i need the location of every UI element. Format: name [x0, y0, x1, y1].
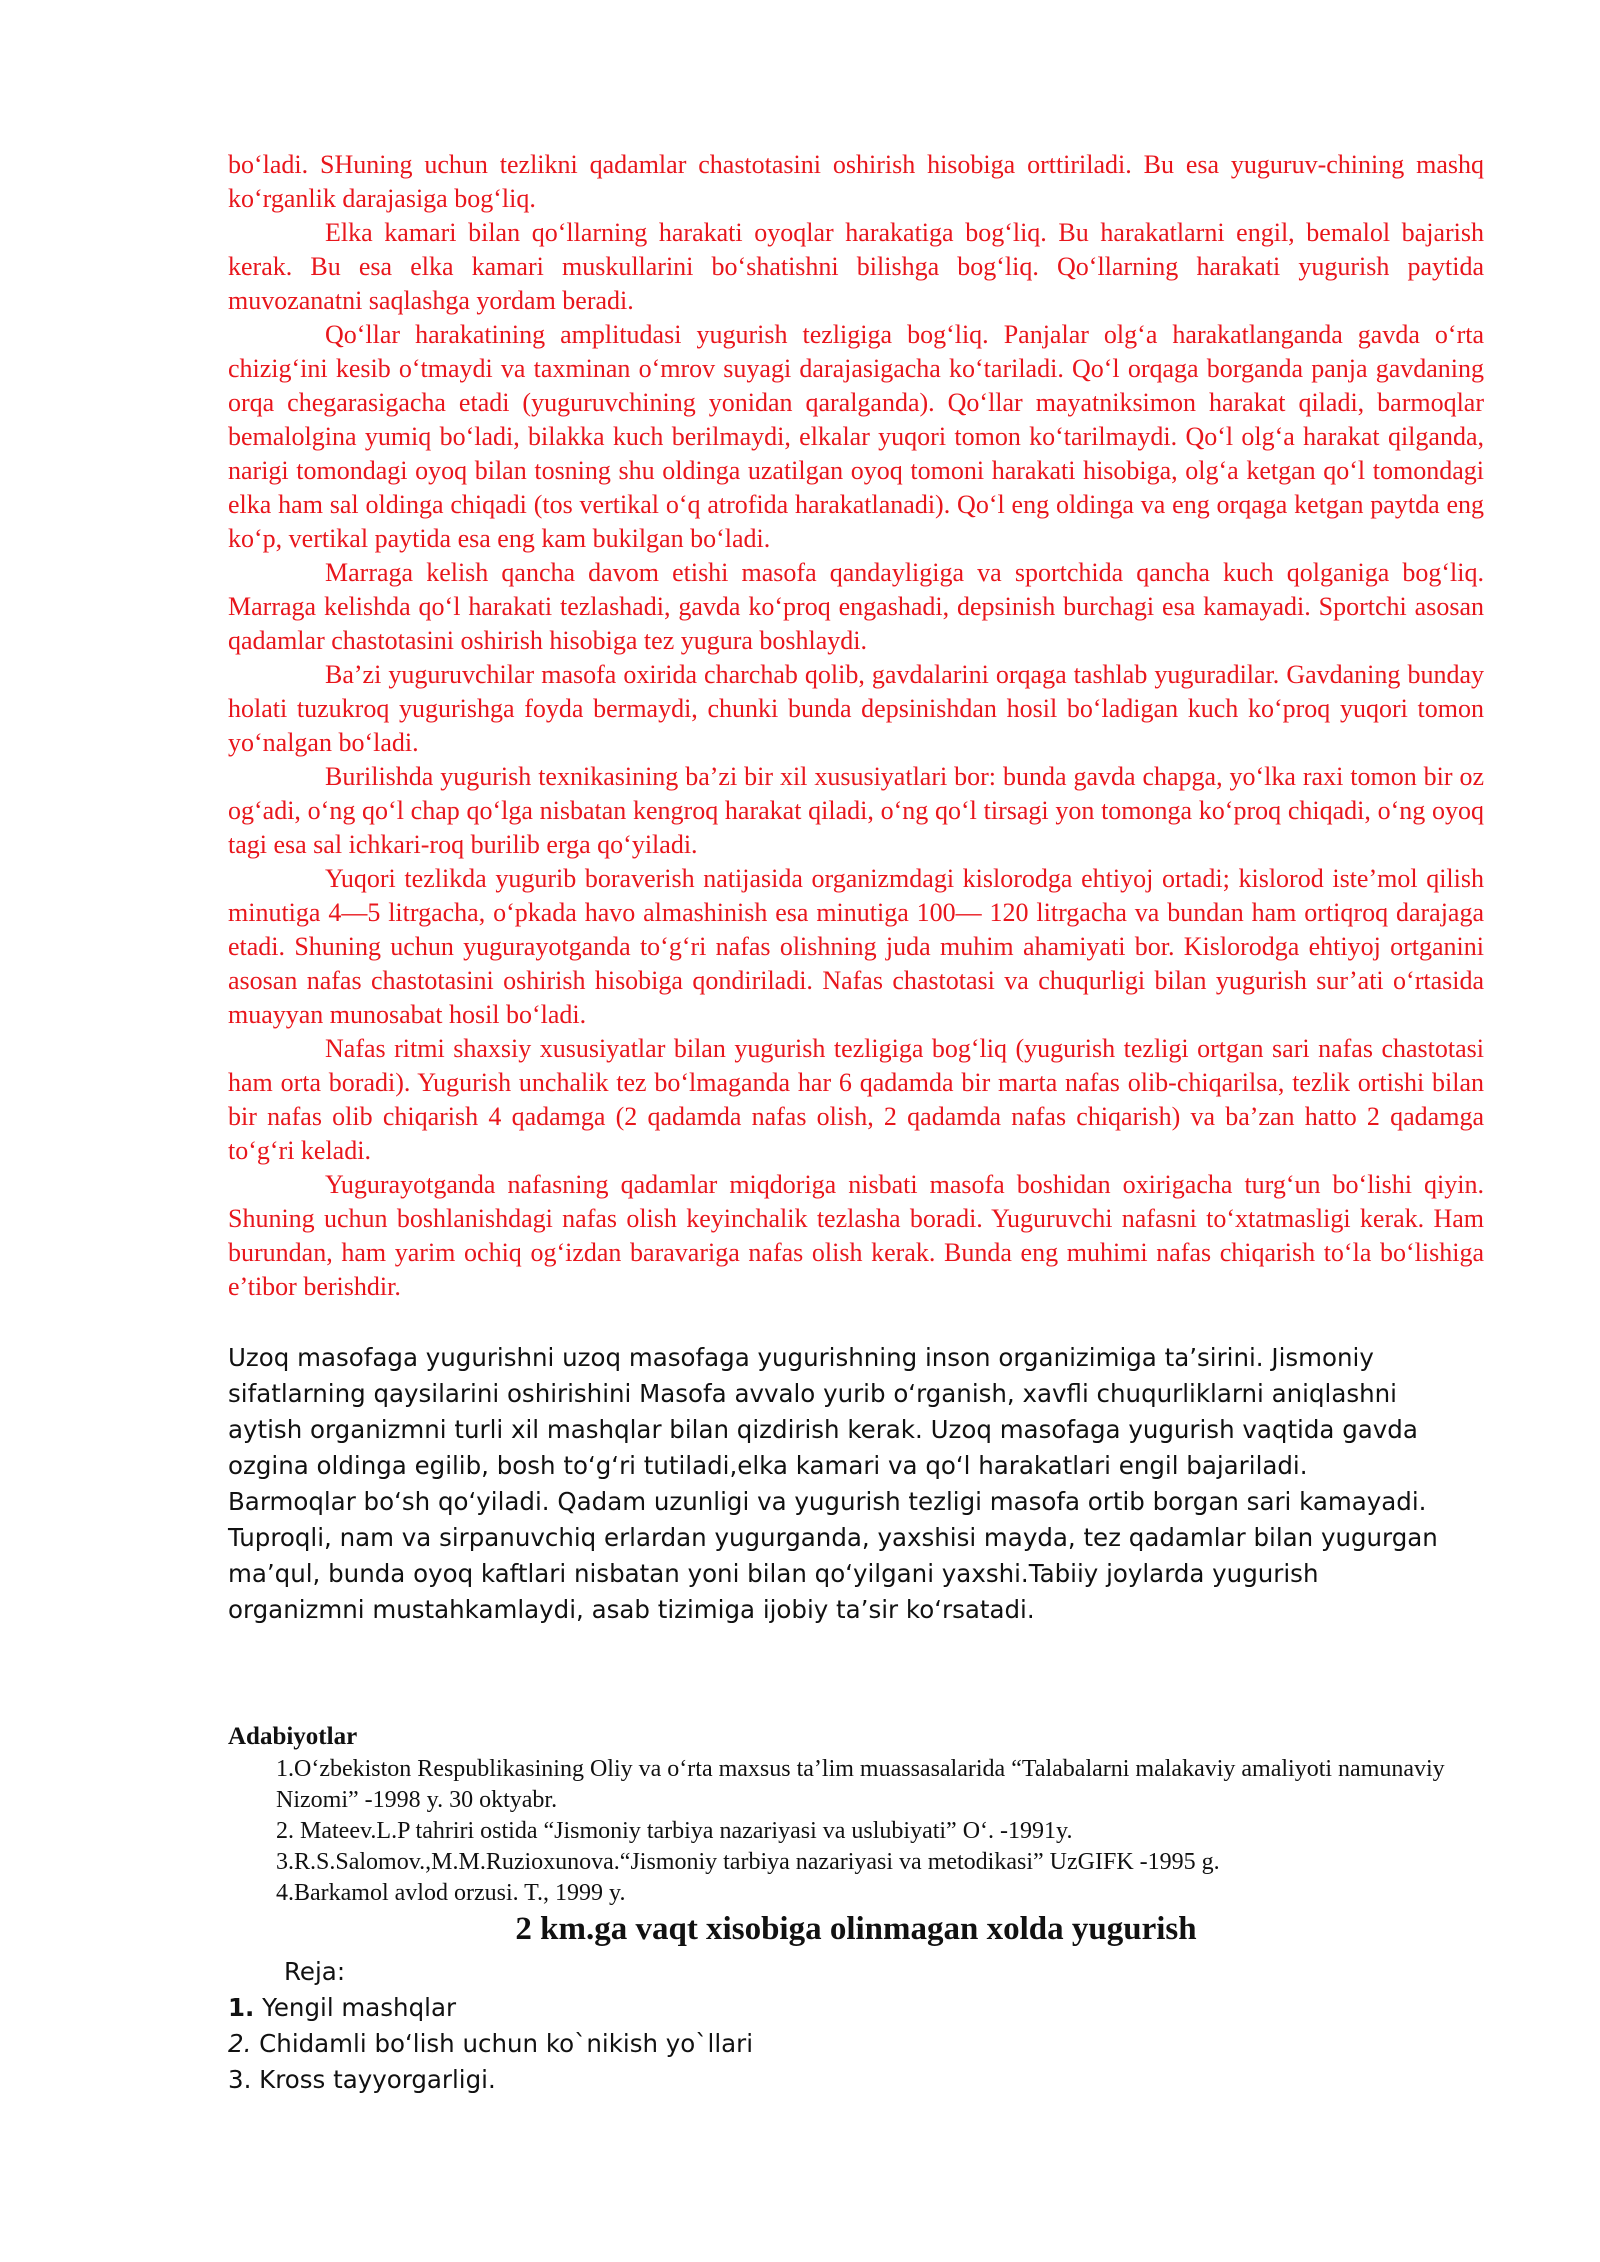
plan-item-number: 3.	[228, 2065, 252, 2094]
paragraph: bo‘ladi. SHuning uchun tezlikni qadamlar chastotasini oshirish hisobiga orttiriladi. Bu esa yuguruv-chining mashq ko‘rganlik darajasiga bog‘liq.	[228, 150, 1484, 213]
text-line: sifatlarning qaysilarini oshirishini Masofa avvalo yurib o‘rganish, xavfli chuqurliklarni aniqlashni	[228, 1379, 1397, 1408]
paragraph: Yuqori tezlikda yugurib boraverish natijasida organizmdagi kislorodga ehtiyoj ortadi; kislorod iste’mol qilish minutiga 4—5 litrgacha, o‘pkada havo almashinish esa minutiga 100— 120 litrgacha va bundan ham ortiqroq darajaga etadi. Shuning uchun yugurayotganda to‘g‘ri nafas olishning juda muhim ahamiyati bor. Kislorodga ehtiyoj ortganini asosan nafas chastotasini oshirish hisobiga qondiriladi. Nafas chastotasi va chuqurligi bilan yugurish sur’ati o‘rtasida muayyan munosabat hosil bo‘ladi.	[228, 864, 1484, 1029]
paragraph: Burilishda yugurish texnikasining ba’zi bir xil xususiyatlari bor: bunda gavda chapga, yo‘lka raxi tomon bir oz og‘adi, o‘ng qo‘l chap qo‘lga nisbatan kengroq harakat qiladi, o‘ng qo‘l tirsagi yon tomonga ko‘proq chiqadi, o‘ng oyoq tagi esa sal ichkari-roq burilib erga qo‘yiladi.	[228, 762, 1484, 859]
paragraph: Nafas ritmi shaxsiy xususiyatlar bilan yugurish tezligiga bog‘liq (yugurish tezligi ortgan sari nafas chastotasi ham orta boradi). Yugurish unchalik tez bo‘lmaganda har 6 qadamda bir marta nafas olib-chiqarilsa, tezlik ortishi bilan bir nafas olib chiqarish 4 qadamga (2 qadamda nafas olish, 2 qadamda nafas chiqarish) va ba’zan hatto 2 qadamga to‘g‘ri keladi.	[228, 1034, 1484, 1165]
plan-section	[228, 1954, 1484, 2098]
paragraph: Marraga kelish qancha davom etishi masofa qandayligiga va sportchida qancha kuch qolganiga bog‘liq. Marraga kelishda qo‘l harakati tezlashadi, gavda ko‘proq engashadi, depsinish burchagi esa kamayadi. Sportchi asosan qadamlar chastotasini oshirish hisobiga tez yugura boshlaydi.	[228, 558, 1484, 655]
plan-label: Reja:	[284, 1957, 346, 1986]
section-title: 2 km.ga vaqt xisobiga olinmagan xolda yugurish	[515, 1911, 1197, 1947]
reference-item: 3.R.S.Salomov.,M.M.Ruzioxunova.“Jismoniy tarbiya nazariyasi va metodikasi” UzGIFK -1995 g.	[276, 1849, 1220, 1875]
text-line: ozgina oldinga egilib, bosh to‘g‘ri tutiladi,elka kamari va qo‘l harakatlari engil bajariladi.	[228, 1451, 1308, 1480]
paragraph: Ba’zi yuguruvchilar masofa oxirida charchab qolib, gavdalarini orqaga tashlab yuguradilar. Gavdaning bunday holati tuzukroq yugurishga foyda bermaydi, chunki bunda depsinishdan hosil bo‘ladigan kuch ko‘proq yuqori tomon yo‘nalgan bo‘ladi.	[228, 660, 1484, 757]
plan-item-text: Chidamli bo‘lish uchun ko`nikish yo`llari	[251, 2029, 754, 2058]
text-line: ma’qul, bunda oyoq kaftlari nisbatan yoni bilan qo‘yilgani yaxshi.Tabiiy joylarda yugurish	[228, 1559, 1319, 1588]
reference-item: 2. Mateev.L.P tahriri ostida “Jismoniy tarbiya nazariyasi va uslubiyati” O‘. -1991y.	[276, 1818, 1073, 1844]
paragraph: Qo‘llar harakatining amplitudasi yugurish tezligiga bog‘liq. Panjalar olg‘a harakatlanganda gavda o‘rta chizig‘ini kesib o‘tmaydi va taxminan o‘mrov suyagi darajasigacha ko‘tariladi. Qo‘l orqaga borganda panja gavdaning orqa chegarasigacha etadi (yuguruvchining yonidan qaralganda). Qo‘llar mayatniksimon harakat qiladi, barmoqlar bemalolgina yumiq bo‘ladi, bilakka kuch berilmaydi, elkalar yuqori tomon ko‘tarilmaydi. Qo‘l olg‘a harakat qilganda, narigi tomondagi oyoq bilan tosning shu oldinga uzatilgan oyoq tomoni harakati hisobiga, olg‘a ketgan qo‘l tomondagi elka ham sal oldinga chiqadi (tos vertikal o‘q atrofida harakatlanadi). Qo‘l eng oldinga va eng orqaga ketgan paytda eng ko‘p, vertikal paytida esa eng kam bukilgan bo‘ladi.	[228, 320, 1484, 553]
references-heading: Adabiyotlar	[228, 1723, 358, 1750]
text-line: aytish organizmni turli xil mashqlar bilan qizdirish kerak. Uzoq masofaga yugurish vaqtida gavda	[228, 1415, 1418, 1444]
references-section	[228, 1720, 1488, 1909]
text-line: Barmoqlar bo‘sh qo‘yiladi. Qadam uzunligi va yugurish tezligi masofa ortib borgan sari kamayadi.	[228, 1487, 1427, 1516]
long-distance-paragraph	[228, 1340, 1488, 1628]
red-text-section	[228, 148, 1484, 1304]
plan-item-number: 1.	[228, 1993, 255, 2022]
plan-item	[228, 1990, 1484, 2026]
text-line: Uzoq masofaga yugurishni uzoq masofaga yugurishning inson organizimiga ta’sirini. Jismoniy	[228, 1343, 1374, 1372]
reference-item: 1.O‘zbekiston Respublikasining Oliy va o‘rta maxsus ta’lim muassasalarida “Talabalarni malakaviy amaliyoti namunaviy Nizomi” -1998 y. 30 oktyabr.	[276, 1756, 1445, 1813]
plan-item	[228, 2026, 1484, 2062]
reference-item: 4.Barkamol avlod orzusi. T., 1999 y.	[276, 1880, 626, 1906]
text-line: Tuproqli, nam va sirpanuvchiq erlardan yugurganda, yaxshisi mayda, tez qadamlar bilan yugurgan	[228, 1523, 1438, 1552]
paragraph: Yugurayotganda nafasning qadamlar miqdoriga nisbati masofa boshidan oxirigacha turg‘un bo‘lishi qiyin. Shuning uchun boshlanishdagi nafas olish keyinchalik tezlasha boradi. Yuguruvchi nafasni to‘xtatmasligi kerak. Ham burundan, ham yarim ochiq og‘izdan baravariga nafas olish kerak. Bunda eng muhimi nafas chiqarish to‘la bo‘lishiga e’tibor berishdir.	[228, 1170, 1484, 1301]
plan-list	[228, 1990, 1484, 2098]
plan-item-number: 2.	[228, 2029, 252, 2058]
plan-item-text: Kross tayyorgarligi.	[251, 2065, 496, 2094]
plan-item-text: Yengil mashqlar	[254, 1993, 457, 2022]
text-line: organizmni mustahkamlaydi, asab tizimiga ijobiy ta’sir ko‘rsatadi.	[228, 1595, 1035, 1624]
references-list	[228, 1754, 1488, 1909]
plan-item	[228, 2062, 1484, 2098]
paragraph: Elka kamari bilan qo‘llarning harakati oyoqlar harakatiga bog‘liq. Bu harakatlarni engil, bemalol bajarish kerak. Bu esa elka kamari muskullarini bo‘shatishni bilishga bog‘liq. Qo‘llarning harakati yugurish paytida muvozanatni saqlashga yordam beradi.	[228, 218, 1484, 315]
